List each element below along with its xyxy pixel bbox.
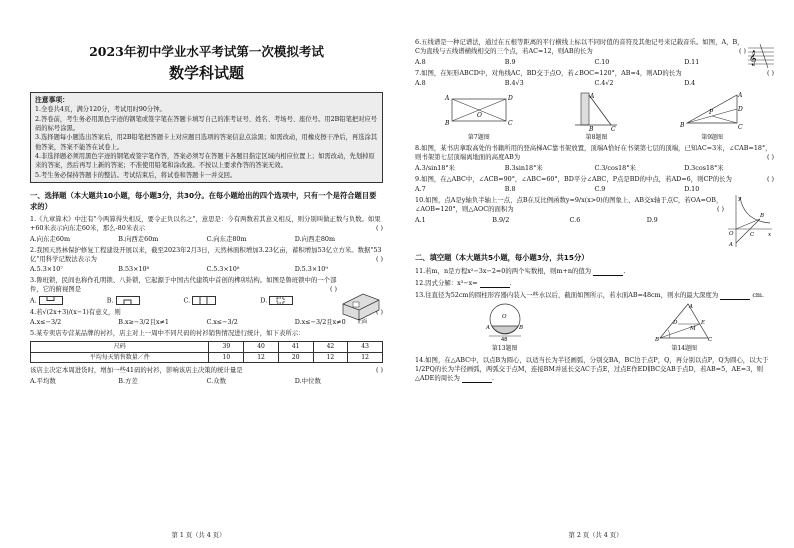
fig-label: 正面 [357,319,368,325]
section-heading: 二、填空题（本大题共5小题，每小题3分，共15分） [415,252,589,262]
table-cell: 12 [244,352,279,363]
angle-bisector-figure [654,302,714,342]
treble-clef-icon: 𝄞 [749,51,757,66]
options-row [30,235,383,243]
option: B. [107,296,184,305]
figures-row-2 [415,302,774,352]
svg-text:O: O [729,230,734,237]
option: C.4√2 [594,78,614,87]
svg-text:P: P [709,108,714,116]
option: C.9 [594,184,606,193]
question-9 [415,175,774,184]
question-14: 14.如图，在△ABC中，以点B为圆心，以适当长为半径画弧，分别交BA，BC边于点P，Q，再分别以点P，Q为圆心，以大于1/2PQ的长为半径画弧，两弧交于点M，连接BM并延长交AC于点E，过点E作ED∥BC交AB于点D，若AB=5，AE=3，则△ADE的周长为 . [415,355,769,383]
section-heading: 一、选择题（本大题共10小题，每小题3分，共30分。在每小题给出的四个选项中，只有一个是符合题目要求的） [30,190,377,211]
svg-text:B: B [680,121,685,129]
figure-caption: 第14题图 [671,345,698,353]
option: A.8 [415,57,426,66]
question-stem: 9.如图，在△ABC中，∠ACB=90°，∠ABC=60°，BD平分∠ABC，P点是BD的中点，若AD=6，则CP的长为 [415,174,732,183]
option: D.5.3×10⁹ [294,265,328,274]
svg-text:y: y [738,195,742,202]
option: C.3/cos18°米 [594,163,636,172]
question-10 [415,196,724,215]
option: A.7 [415,184,426,193]
svg-text:B: B [518,325,523,332]
question-7 [415,69,774,78]
figure-9 [679,91,745,141]
question-stem: 13.往直径为52cm的圆柱形容器内装入一些水以后，截面如图所示，若水面AB=48cm，则水的最大深度为 [415,291,719,300]
notice-title: 注意事项： [35,96,69,105]
table-cell: 43 [348,342,383,353]
option: C.6 [569,215,581,224]
svg-text:C: C [611,125,617,131]
question-10-block [415,193,774,249]
question-12: 12.因式分解：x³−x= . [415,278,512,287]
svg-text:D: D [507,94,513,102]
figure-caption: 第9题图 [701,133,724,141]
svg-text:A: A [444,94,450,102]
cylinder-section-figure [475,302,535,342]
figure-13 [475,302,535,352]
question-stem: 12.因式分解：x³−x= [415,278,478,287]
rectangle-figure [444,91,514,131]
svg-text:M: M [690,326,696,333]
table-cell: 20 [278,352,313,363]
options-row [415,164,774,172]
table-cell: 39 [209,342,244,353]
svg-text:A: A [738,91,743,99]
answer-paren: ( ) [716,205,724,214]
lock-part-figure [339,290,383,324]
answer-paren: ( ) [375,224,383,233]
question-stem: 该店主决定本周进货时，增加一些41码的衬衫，影响该店主决策的统计量是 [30,366,243,375]
notice-item: 2.答卷前，考生务必用黑色字迹的钢笔或签字笔在答题卡填写自己的准考证号、姓名、考场号、座位号。用2B铅笔把对应号码的标号涂黑。 [35,115,378,133]
figures-row [415,91,774,141]
view-d-icon [269,296,293,305]
triangle-figure [679,91,745,131]
question-stem: 1.《九章算术》中注有"今两算得失相反，要令正负以名之"，意思是：今有两数若其意义相反，则分别叫做正数与负数。如果+60米表示向东走60米，那么-80米表示 [30,215,381,233]
question-2 [30,246,383,265]
option: A. [30,296,107,305]
question-stem: 8.如图，某书店拿取高处的书籍所用的登高梯AC靠书架放置，顶端A恰好在书架第七层的顶端，已知AC=3米，∠CAB=18°，则书架第七层顶端离地面的高度AB为 [415,144,772,162]
question-1 [30,215,383,234]
table-cell: 41 [278,342,313,353]
svg-text:D: D [673,320,678,327]
figure-caption: 第7题图 [467,133,490,141]
page-2 [397,0,794,548]
option: B.x≥−3/2且x≠1 [118,318,169,327]
options-row [30,296,383,305]
question-stem: 2.我国天然林保护修复工程建设开展以来，截至2023年2月3日，天然林面积增加3.23亿亩，蓄积增加53亿立方米。数据"53亿"用科学记数法表示为 [30,245,382,263]
svg-text:O: O [501,314,507,321]
option: C.5.3×10⁸ [206,265,240,274]
options-row [415,58,774,66]
question-stem: 14.如图，在△ABC中，以点B为圆心，以适当长为半径画弧，分别交BA，BC边于点P，Q，再分别以点P，Q为圆心，以大于1/2PQ的长为半径画弧，两弧交于点M，连接BM并延长交AC于点E，过点E作ED∥BC交AB于点D，若AB=5，AE=3，则△ADE的周长为 [415,355,769,383]
answer-blank[interactable] [462,376,492,383]
option: D.11 [684,57,700,66]
svg-text:C: C [750,231,755,238]
size-sales-table [30,341,383,363]
options-row [415,185,774,193]
answer-paren: ( ) [738,47,746,56]
question-stem: 11.若m，n是方程x²−3x−2=0的两个实数根，则m+n的值为 [415,266,592,275]
table-row [31,352,383,363]
question-stem: 10.如图，点A是y轴负半轴上一点，点B在反比例函数y=9/x(x>0)的图象上，AB交x轴于点C，若OA=OB，∠AOB=120°，则△AOC的面积为 [415,195,723,214]
option: B.方差 [118,376,138,385]
exam-title: 2023年初中学业水平考试第一次模拟考试 [89,44,324,59]
options-row [30,377,383,385]
option: B.53×10⁸ [118,265,150,274]
options-row [30,318,383,326]
svg-text:O: O [476,111,482,119]
answer-paren: ( ) [766,68,774,77]
option: D.中位数 [294,376,321,385]
exam-subtitle: 数学科试题 [168,63,244,82]
table-cell: 12 [313,352,348,363]
table-cell: 10 [209,352,244,363]
question-13 [415,291,774,300]
notice-item: 4.非选择题必须用黑色字迹的钢笔或签字笔作答，答案必须写在答题卡各题目指定区域内相应位置上；如需改动，先划掉原来的答案，然后再写上新的答案；不准使用铅笔和涂改液。不按以上要求作答的答案无效。 [35,152,375,170]
option: B.9 [504,57,516,66]
option: A.x≤−3/2 [30,318,62,327]
options-row [415,216,724,224]
answer-blank[interactable] [720,293,750,300]
table-cell: 尺码 [31,342,209,353]
question-stem: 5.某专卖店专营某品牌的衬衫，店主对上一周中不同尺码的衬衫销售情况进行统计，如下表所示： [30,329,305,338]
notice-item: 1.全卷共4页，满分120分，考试用时90分钟。 [35,106,166,114]
svg-text:A: A [590,92,595,100]
svg-text:A: A [729,241,733,248]
svg-text:B: B [760,212,765,219]
staff-figure [748,44,774,70]
view-c-icon [192,296,216,305]
option: C. [184,296,261,305]
svg-text:D: D [738,105,743,113]
answer-blank[interactable] [593,269,623,276]
option: B.4√3 [504,78,524,87]
svg-text:x: x [768,231,772,238]
option: D. [260,296,337,305]
option: C.众数 [206,376,226,385]
option: D.4 [684,78,696,87]
svg-text:C: C [708,337,713,343]
notice-item: 5.考生务必保持答题卡的整洁。考试结束后，将试卷和答题卡一并交回。 [35,171,237,179]
unit-label: cm. [752,291,764,300]
answer-blank[interactable] [480,281,510,288]
hyperbola-figure [724,193,774,249]
option: B.3sin18°米 [504,163,543,172]
answer-paren: ( ) [375,254,383,263]
svg-text:A: A [689,304,694,311]
option: A.8 [415,78,426,87]
figure-14 [654,302,714,352]
table-cell: 40 [244,342,279,353]
figure-8 [571,91,621,141]
question-5-follow [30,366,383,375]
view-a-icon [39,296,63,305]
notice-box [30,92,383,183]
option: D.9 [646,215,658,224]
options-row [415,79,774,87]
svg-text:C: C [738,123,743,131]
option: B.9/2 [492,215,510,224]
option: C.10 [594,57,610,66]
option: A.3/sin18°米 [415,163,456,172]
view-b-icon [116,296,140,305]
figure-caption: 第13题图 [491,345,518,353]
page-footer: 第 1 页（共 4 页） [171,532,226,540]
svg-text:B: B [589,125,594,131]
question-11: 11.若m，n是方程x²−3x−2=0的两个实数根，则m+n的值为 . [415,266,626,275]
page-footer: 第 2 页（共 4 页） [568,532,623,540]
option: A.向东走60m [30,234,71,243]
option: C.向东走80m [206,234,247,243]
svg-text:B: B [444,119,450,127]
answer-paren: ( ) [375,366,383,375]
option: B.8 [504,184,516,193]
svg-text:B: B [655,337,660,343]
svg-text:C: C [507,119,513,127]
question-stem: 6.五线谱是一种记谱法，通过在五根等距离的平行横线上标以不同时值的音符及其他记号来记载音乐。如图，A，B，C为直线与五线谱横线相交的三个点，若AC=12，则AB的长为 [415,38,744,56]
answer-paren: ( ) [766,174,774,183]
option: D.向西走80m [294,234,336,243]
question-4 [30,308,383,317]
question-5 [30,329,383,338]
option: D.3cos18°米 [684,163,724,172]
question-8 [415,144,774,163]
answer-paren: ( ) [766,153,774,162]
notice-item: 3.选择题每小题选出答案后，用2B铅笔把答题卡上对应题目选项的答案信息点涂黑；如需改动，用橡皮擦干净后，再选涂其他答案，答案不能答在试卷上。 [35,134,378,151]
answer-paren: ( ) [329,285,337,294]
ladder-figure [571,91,621,131]
question-stem: 4.若√(2x+3)/(x−1)有意义，则 [30,307,121,316]
table-row [31,342,383,353]
option: A.平均数 [30,376,56,385]
answer-paren: ( ) [375,307,383,316]
option: C.x≤−3/2 [206,318,238,327]
table-cell: 12 [348,352,383,363]
table-cell: 42 [313,342,348,353]
svg-text:A: A [485,325,490,332]
option: D.x≤−3/2且x≠0 [294,318,346,327]
option: A.5.3×10⁷ [30,265,63,274]
svg-text:E: E [701,320,706,327]
option: D.10 [684,184,700,193]
option: A.1 [415,215,426,224]
dimension-label: 48 [500,337,508,343]
question-stem: 3.鲁班锁，民间也称作孔明锁、八卦锁，它起源于中国古代建筑中首创的榫卯结构。如图是鲁班锁中的一个部件，它的俯视图是 [30,276,337,294]
table-cell: 平均每天销售数量／件 [31,352,209,363]
figure-7 [444,91,514,141]
question-stem: 7.如图，在矩形ABCD中，对角线AC，BD交于点O，若∠BOC=120°，AB=4，则AD的长为 [415,68,682,77]
option: B.向西走60m [118,234,159,243]
options-row [30,265,383,273]
figure-caption: 第8题图 [585,133,608,141]
